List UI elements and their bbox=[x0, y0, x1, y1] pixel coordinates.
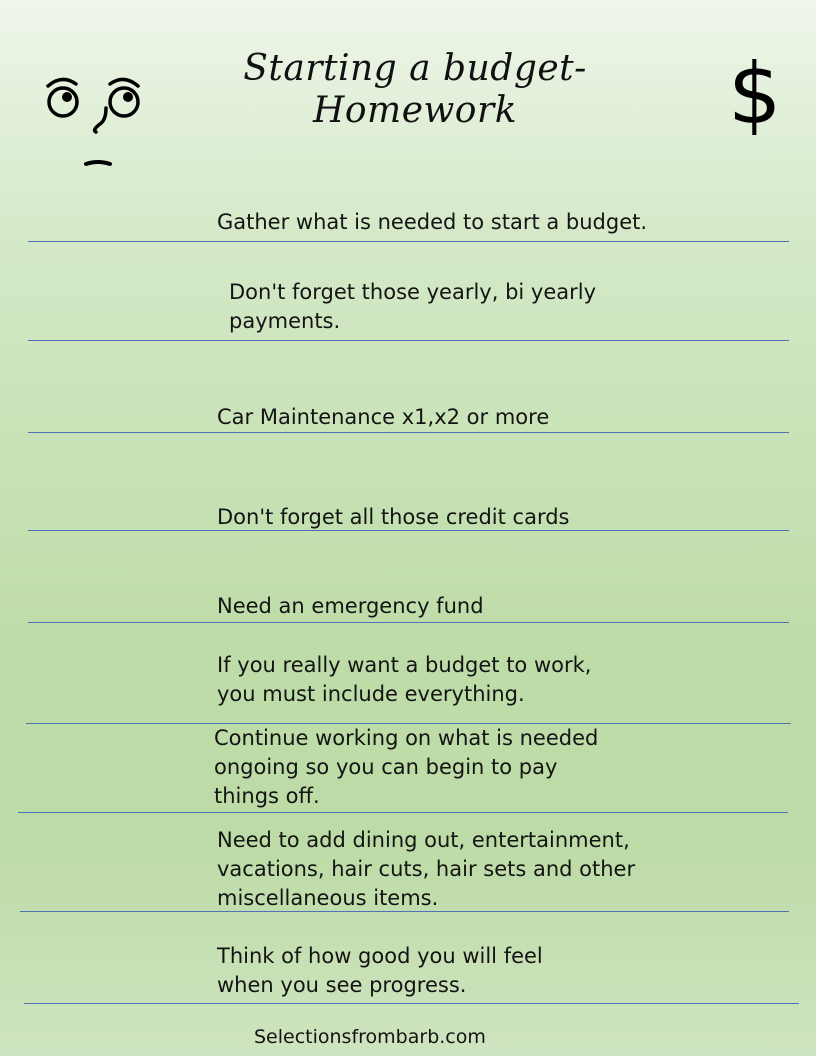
item-text: Don't forget all those credit cards bbox=[217, 505, 570, 529]
list-item bbox=[229, 278, 596, 336]
writing-line bbox=[28, 530, 789, 531]
dollar-sign-icon: $ bbox=[728, 45, 782, 143]
writing-line bbox=[24, 1003, 799, 1004]
list-item bbox=[217, 503, 569, 532]
item-text: vacations, hair cuts, hair sets and other bbox=[217, 857, 636, 881]
list-item bbox=[217, 592, 484, 621]
item-text: Gather what is needed to start a budget. bbox=[217, 210, 648, 234]
writing-line bbox=[28, 622, 789, 623]
item-text: Think of how good you will feel bbox=[217, 944, 543, 968]
list-item bbox=[217, 651, 591, 709]
list-item bbox=[217, 942, 543, 1000]
item-text: If you really want a budget to work, bbox=[217, 653, 592, 677]
list-item bbox=[217, 826, 635, 913]
list-item bbox=[214, 724, 598, 811]
item-text: Continue working on what is needed bbox=[214, 726, 599, 750]
item-text: Need an emergency fund bbox=[217, 594, 484, 618]
writing-line bbox=[20, 911, 789, 912]
writing-line bbox=[28, 340, 789, 341]
item-text: Car Maintenance x1,x2 or more bbox=[217, 405, 550, 429]
page-title bbox=[200, 48, 630, 132]
list-item bbox=[217, 208, 647, 237]
writing-line bbox=[18, 812, 788, 813]
list-item bbox=[217, 403, 549, 432]
footer-site-name: Selectionsfrombarb.com bbox=[254, 1026, 486, 1048]
writing-line bbox=[28, 241, 789, 242]
item-text: you must include everything. bbox=[217, 682, 525, 706]
item-text: ongoing so you can begin to pay bbox=[214, 755, 558, 779]
item-text: miscellaneous items. bbox=[217, 886, 439, 910]
item-text: when you see progress. bbox=[217, 973, 467, 997]
item-text: Need to add dining out, entertainment, bbox=[217, 828, 630, 852]
thinking-face-icon bbox=[42, 72, 152, 172]
item-text: payments. bbox=[229, 309, 341, 333]
item-text: Don't forget those yearly, bi yearly bbox=[229, 280, 597, 304]
title-line-1: Starting a budget- bbox=[243, 48, 587, 89]
title-line-2: Homework bbox=[312, 90, 518, 131]
item-text: things off. bbox=[214, 784, 320, 808]
writing-line bbox=[28, 432, 789, 433]
